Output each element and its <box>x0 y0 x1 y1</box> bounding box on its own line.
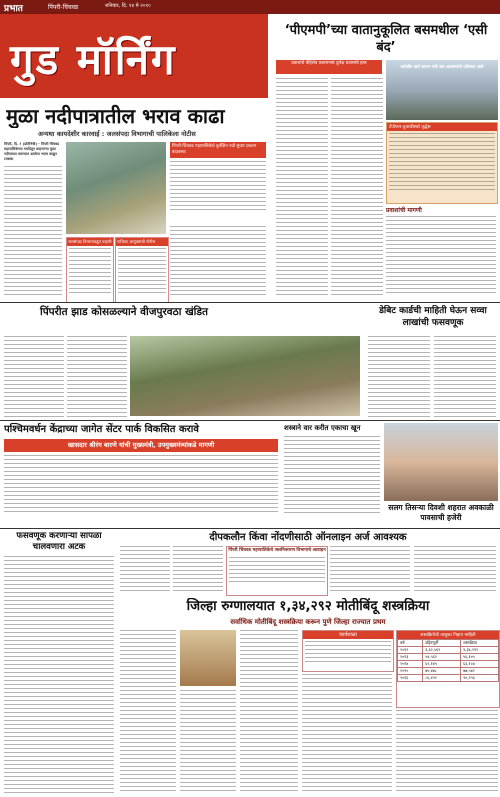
diploma-body2 <box>173 546 223 594</box>
pmp-body-col1 <box>276 78 328 298</box>
main-body-col1 <box>4 166 62 296</box>
pimpri-zad-body1 <box>4 336 64 418</box>
table-cell: २०१३ <box>398 654 423 661</box>
table-row <box>398 654 499 661</box>
motibindu-subheadline: सर्वाधिक मोतीबिंदू शस्त्रक्रिया करून पुणे जिल्हा राज्यात प्रथम <box>230 618 386 626</box>
table-cell: ८६,४५२ <box>423 675 461 682</box>
table-row <box>398 675 499 682</box>
river-photo <box>66 142 166 234</box>
debit-card-body1 <box>368 336 430 418</box>
table-cell: ५६,१०५ <box>461 654 499 661</box>
motibindu-body2 <box>180 690 236 794</box>
brand-name: प्रभात <box>4 4 23 14</box>
debit-card-headline: डेबिट कार्डची माहिती घेऊन सव्वा लाखांची फसवणूक <box>379 306 487 328</box>
table-row <box>398 661 499 668</box>
motibindu-table <box>397 639 499 682</box>
motibindu-headline: जिल्हा रुग्णालयात १,३४,२९२ मोतीबिंदू शस्त्रक्रिया <box>186 598 430 614</box>
table-header-cell: शस्त्रक्रिया <box>461 640 499 647</box>
fasavnuk-headline: फसवणूक करणाऱ्या सापळा चालवणारा अटक <box>16 531 102 552</box>
table-cell: ५४,५६२ <box>423 654 461 661</box>
box-1 <box>66 237 114 303</box>
motibindu-table-title: शस्त्रक्रियेची तालुका निहाय माहिती <box>397 631 499 639</box>
box-3 <box>170 142 266 222</box>
motibindu-body4 <box>302 674 392 794</box>
motibindu-body3 <box>240 630 298 794</box>
motibindu-table-box <box>396 630 500 708</box>
table-header-row <box>398 640 499 647</box>
masthead <box>0 14 268 98</box>
table-cell: २०१५ <box>398 668 423 675</box>
paschim-body <box>4 455 278 513</box>
top-bar <box>0 0 500 14</box>
pmp-side2-title: प्रवाशांची मागणी <box>386 207 422 214</box>
pmp-side2 <box>386 206 496 300</box>
box-2 <box>115 237 169 303</box>
rain-photo <box>384 423 498 501</box>
table-cell: ९०,२५६ <box>461 675 499 682</box>
motibindu-photo-caption: कार्यशाळा <box>303 631 393 639</box>
motibindu-body5 <box>396 710 498 794</box>
table-row <box>398 647 499 654</box>
table-cell: २०१२ <box>398 647 423 654</box>
pmp-side-title: टेंपोपान-दुचाकीस्वरे वृद्धेस <box>387 123 497 131</box>
rain-headline: सलग तिसऱ्या दिवशी शहरात अवकाळी पावसाची हजेरी <box>388 503 494 522</box>
table-row <box>398 668 499 675</box>
table-cell: २०१६ <box>398 675 423 682</box>
motibindu-body1 <box>120 630 176 794</box>
pmp-sub1: प्रवाशांचे बेहिशेब प्रशासनाचे दुर्लक्ष प्रवासांचे हाल <box>276 60 382 74</box>
table-cell: १,३४,२९२ <box>461 647 499 654</box>
pmp-side-box <box>386 122 498 204</box>
fallen-tree-photo <box>130 336 360 416</box>
pmp-headline: ‘पीएमपी’च्या वातानुकूलित बसमधील ‘एसी बंद’ <box>284 23 488 55</box>
paschim-headline: पश्चिमवर्धन केंद्राच्या जागेत सेंटर पार्क विकसित करावे <box>4 424 199 435</box>
pimpri-zad-headline: पिंपरीत झाड कोसळल्याने वीजपुरवठा खंडित <box>39 306 209 318</box>
table-cell: २०१४ <box>398 661 423 668</box>
main-headline: मुळा नदीपात्रातील भराव काढा <box>6 104 225 128</box>
diploma-box-title: पिंपरी चिंचवड महापालिकेचे जलनिःसारण विभागाचे आवाहन <box>228 548 326 553</box>
shastra-headline: शस्त्राने वार करीत एकाचा खून <box>284 424 361 432</box>
pmp-sub2: करोडोंत खर्च करून एसी बस आलाच्यांचे प्रतिसाद जाते <box>400 64 484 69</box>
box-1-title: जलसंपदा विभागाकडून पाहणी <box>68 239 112 244</box>
box-3-title: पिंपरी-चिंचवड महापालिकेचे दुर्लक्षित नदी सुधार प्रकल्प बंदावस्था <box>170 142 266 158</box>
diploma-body1 <box>120 546 170 594</box>
shastra-body <box>284 436 380 514</box>
table-header-cell: उद्दिष्टपूर्ती <box>423 640 461 647</box>
table-cell: ६३,१८७ <box>461 661 499 668</box>
diploma-box <box>226 546 328 596</box>
table-cell: ७७,५४२ <box>461 668 499 675</box>
debit-card-body2 <box>434 336 496 418</box>
fasavnuk-body <box>4 556 114 794</box>
motibindu-photo-box <box>302 630 394 672</box>
main-lead: पिंपरी, दि. १ (प्रतिनिधी) - पिंपरी चिंचवड महापालिकेच्या मर्यादेतून वाहणाऱ्या मुळा नदीपात्रात करण्यात आलेला भराव काढून टाकावा <box>4 142 60 161</box>
diploma-headline: दीपकलौन किंवा नोंदणीसाठी ऑनलाइन अर्ज आवश्यक <box>209 532 407 543</box>
table-cell: १,३२,५६२ <box>423 647 461 654</box>
table-cell: ६२,१४५ <box>423 661 461 668</box>
box-2-title: पालिका आयुक्तांची नोटीस <box>116 238 168 246</box>
diploma-body3 <box>330 546 410 594</box>
pmp-body-col2 <box>331 78 383 298</box>
pimpri-zad-body2 <box>67 336 127 418</box>
dateline: शनिवार, दि. १४ मे २०१० <box>105 3 151 9</box>
main-subheadline: अन्यथा कायदेशीर कारवाई : जलसंपदा विभागाची पालिकेला नोटीस <box>38 130 196 138</box>
table-cell: ७५,४७८ <box>423 668 461 675</box>
table-header-cell: वर्ष <box>398 640 423 647</box>
workshop-photo <box>180 630 236 686</box>
masthead-title: गुड मॉर्निंग <box>10 35 177 84</box>
edition-name: पिंपरी-चिंचवड <box>48 4 79 11</box>
main-body-col3 <box>170 226 266 298</box>
paschim-subheadline: खासदार श्रीरंग बारणे यांची मुख्यमंत्री, उपमुख्यमंत्र्यांकडे मागणी <box>4 439 278 452</box>
diploma-body4 <box>414 546 496 594</box>
